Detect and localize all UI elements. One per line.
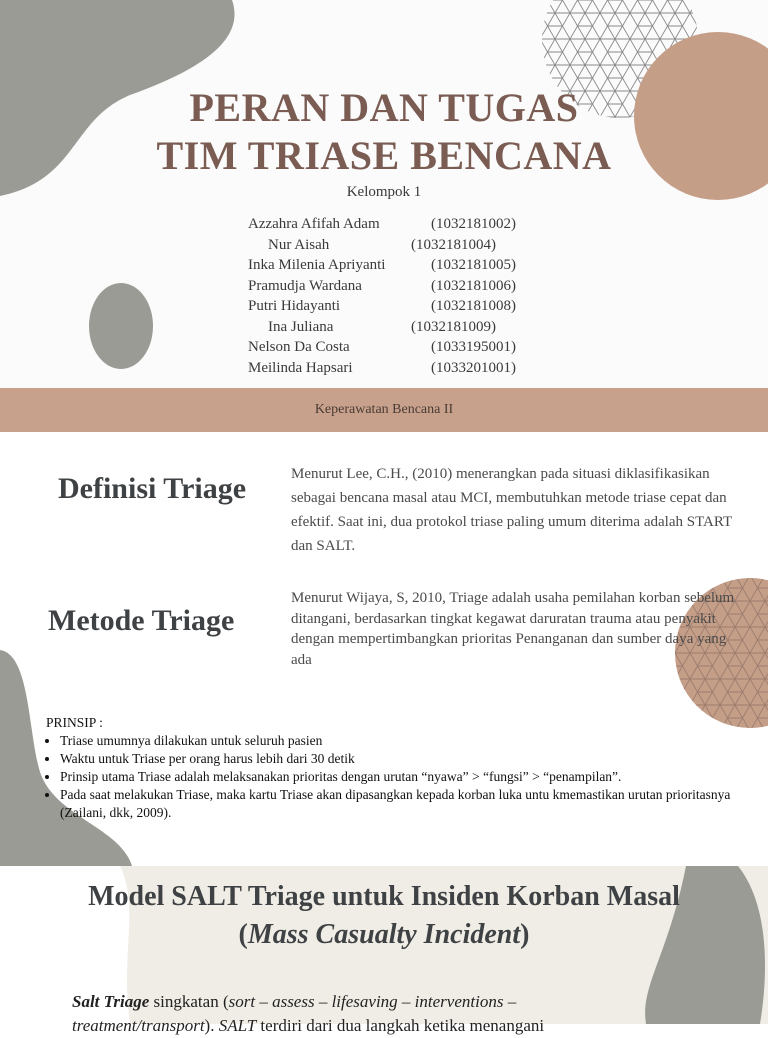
list-item: • Pada saat melakukan Triase, maka kartu Triase akan dipasangkan kepada korban luka untu kmemastikan urutan prioritasnya (Zailani, dkk, 2009).: [60, 786, 746, 822]
prinsip-label: PRINSIP :: [46, 715, 103, 730]
member-nim: (1032181005): [431, 257, 516, 273]
member-nim: (1032181002): [431, 216, 516, 232]
salt-title: [0, 878, 768, 954]
list-item: • Waktu untuk Triase per orang harus lebih dari 30 detik: [60, 750, 746, 768]
title-slide: [0, 0, 768, 432]
list-item: • Triase umumnya dilakukan untuk seluruh pasien: [60, 732, 746, 750]
salt-text-1: singkatan (: [149, 992, 229, 1011]
salt-slide: [0, 866, 768, 1035]
member-name: Putri Hidayanti: [248, 298, 341, 314]
member-name: Nelson Da Costa: [248, 339, 350, 355]
salt-italic-1: sort – assess – lifesaving – interventions – treatment/transport: [72, 992, 517, 1035]
salt-text-2: ).: [204, 1016, 219, 1035]
member-nim: (1032181006): [431, 277, 516, 294]
member-name: Inka Milenia Apriyanti: [248, 257, 386, 273]
course-band: Keperawatan Bencana II: [0, 388, 768, 432]
member-nim: (1032181008): [431, 298, 516, 314]
salt-italic-2: SALT: [218, 1016, 257, 1035]
member-nim: (1033195001): [431, 339, 516, 355]
prinsip-block: [46, 714, 746, 822]
member-name: Ina Juliana: [268, 318, 334, 335]
salt-title-line-1: Model SALT Triage untuk Insiden Korban Masal: [88, 881, 680, 912]
slide1-title: [0, 84, 768, 180]
member-nim: (1032181004): [411, 236, 496, 253]
list-item: • Prinsip utama Triase adalah melaksanakan prioritas dengan urutan “nyawa” > “fungsi” > “penampilan”.: [60, 768, 746, 786]
title-line-1: PERAN DAN TUGAS: [189, 85, 579, 130]
definition-slide: [0, 432, 768, 866]
paren-open: (: [238, 919, 248, 950]
slide1-decor: [0, 0, 768, 432]
prinsip-list: [46, 732, 746, 822]
salt-title-italic: Mass Casualty Incident: [247, 919, 521, 950]
metode-text: Menurut Wijaya, S, 2010, Triage adalah usaha pemilahan korban sebelum ditangani, berdasarkan tingkat kegawat daruratan trauma atau penyakit dengan mempertimbangkan prioritas Penanganan dan sumber daya yang ada: [291, 590, 735, 668]
member-nim: (1033201001): [431, 359, 516, 376]
metode-heading: Metode Triage: [48, 604, 235, 637]
definisi-heading: Definisi Triage: [58, 472, 247, 505]
member-name: Meilinda Hapsari: [248, 359, 353, 376]
definisi-text: Menurut Lee, C.H., (2010) menerangkan pada situasi diklasifikasikan sebagai bencana masal atau MCI, membutuhkan metode triase cepat dan efektif. Saat ini, dua protokol triase paling umum diterima adalah START dan SALT.: [291, 466, 732, 554]
salt-term: Salt Triage: [72, 992, 150, 1011]
member-name: Nur Aisah: [268, 236, 330, 253]
gray-ellipse-left: [89, 283, 153, 369]
member-nim: (1032181009): [411, 318, 496, 335]
salt-text-3: terdiri dari dua langkah ketika menangani: [256, 1016, 545, 1035]
title-line-2: TIM TRIASE BENCANA: [156, 133, 612, 178]
salt-title-line-2: [0, 916, 768, 954]
paren-close: ): [520, 919, 530, 950]
member-name: Azzahra Afifah Adam: [248, 216, 380, 232]
salt-paragraph: [72, 990, 572, 1038]
member-name: Pramudja Wardana: [248, 277, 362, 294]
group-label: Kelompok 1: [346, 184, 422, 200]
